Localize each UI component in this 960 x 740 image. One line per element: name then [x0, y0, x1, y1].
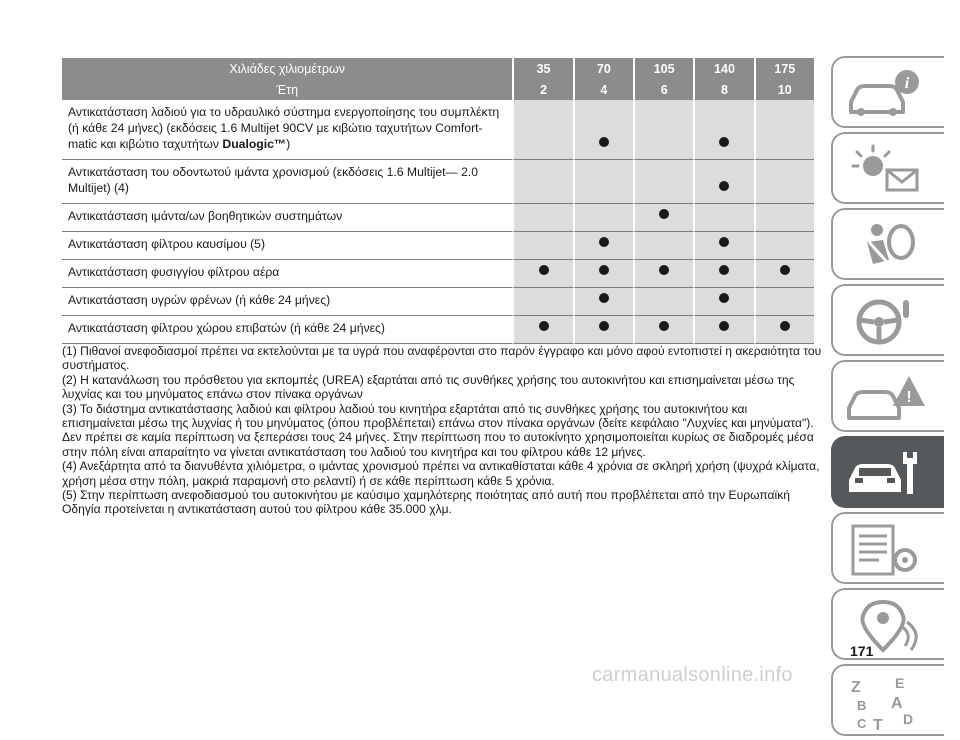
- interval-cell: [633, 204, 693, 232]
- tab-multimedia[interactable]: [831, 588, 944, 660]
- interval-cell: [512, 204, 572, 232]
- header-km-label: Χιλιάδες χιλιομέτρων: [62, 58, 512, 79]
- tab-servicing-and-maintenance[interactable]: [831, 436, 944, 508]
- header-km-value: 105: [633, 58, 693, 79]
- service-required-dot: [539, 321, 549, 331]
- interval-cell: [512, 100, 572, 160]
- tab-safety[interactable]: [831, 208, 944, 280]
- row-description: Αντικατάσταση φίλτρου χώρου επιβατών (ή κάθε 24 μήνες): [62, 316, 512, 344]
- row-description: Αντικατάσταση ιμάντα/ων βοηθητικών συστημάτων: [62, 204, 512, 232]
- service-required-dot: [659, 321, 669, 331]
- row-description: Αντικατάσταση φυσιγγίου φίλτρου αέρα: [62, 260, 512, 288]
- interval-cell: [512, 288, 572, 316]
- svg-text:T: T: [873, 717, 883, 732]
- svg-text:B: B: [857, 698, 867, 713]
- header-years-value: 8: [693, 79, 753, 100]
- service-required-dot: [599, 237, 609, 247]
- footnote: (5) Στην περίπτωση ανεφοδιασμού του αυτοκινήτου με καύσιμο χαμηλότερης ποιότητας από αυτή που προβλέπεται από την Ευρωπαϊκή Οδηγία προτείνεται η αντικατάσταση αυτού του φίλτρου κάθε 35.000 χλμ.: [62, 488, 791, 517]
- header-km-value: 175: [754, 58, 814, 79]
- service-required-dot: [599, 137, 609, 147]
- interval-cell: [754, 160, 814, 204]
- chapter-tabs-sidebar: [831, 56, 944, 740]
- row-description: Αντικατάσταση υγρών φρένων (ή κάθε 24 μήνες): [62, 288, 512, 316]
- car-warning-icon: [843, 368, 933, 428]
- header-km-value: 35: [512, 58, 572, 79]
- service-required-dot: [659, 209, 669, 219]
- interval-cell: [512, 232, 572, 260]
- interval-cell: [693, 160, 753, 204]
- interval-cell: [573, 232, 633, 260]
- footnotes: [62, 344, 822, 517]
- header-km-value: 70: [573, 58, 633, 79]
- interval-cell: [573, 160, 633, 204]
- table-header-km: [62, 58, 814, 79]
- interval-cell: [633, 232, 693, 260]
- service-required-dot: [719, 293, 729, 303]
- maintenance-table: [62, 58, 814, 344]
- header-years-value: 2: [512, 79, 572, 100]
- svg-text:!: !: [906, 389, 912, 406]
- interval-cell: [633, 316, 693, 344]
- interval-cell: [573, 288, 633, 316]
- interval-cell: [573, 100, 633, 160]
- watermark: carmanualsonline.info: [592, 664, 793, 686]
- header-years-value: 4: [573, 79, 633, 100]
- row-description: Αντικατάσταση φίλτρου καυσίμου (5): [62, 232, 512, 260]
- interval-cell: [693, 288, 753, 316]
- header-years-value: 6: [633, 79, 693, 100]
- service-required-dot: [719, 265, 729, 275]
- interval-cell: [573, 204, 633, 232]
- interval-cell: [633, 100, 693, 160]
- airbag-safety-icon: [843, 216, 933, 276]
- tab-knowing-your-car[interactable]: [831, 56, 944, 128]
- service-required-dot: [719, 237, 729, 247]
- interval-cell: [754, 260, 814, 288]
- interval-cell: [693, 204, 753, 232]
- interval-cell: [512, 160, 572, 204]
- service-required-dot: [719, 137, 729, 147]
- service-required-dot: [780, 265, 790, 275]
- row-description: Αντικατάσταση λαδιού για το υδραυλικό σύστημα ενεργοποίησης του συμπλέκτη (ή κάθε 24 μήνες) (εκδόσεις 1.6 Multijet 90CV με κιβώτιο ταχυτήτων Comfort-matic και κιβώτιο ταχυτήτων Dualogic™): [62, 100, 512, 160]
- interval-cell: [512, 260, 572, 288]
- service-required-dot: [599, 321, 609, 331]
- tab-technical-specifications[interactable]: [831, 512, 944, 584]
- svg-text:D: D: [903, 711, 914, 727]
- tab-index[interactable]: [831, 664, 944, 736]
- svg-text:A: A: [891, 695, 903, 712]
- interval-cell: [754, 316, 814, 344]
- svg-text:E: E: [895, 675, 905, 691]
- steering-key-icon: [843, 292, 933, 352]
- table-row: [62, 100, 814, 160]
- table-header-years: [62, 79, 814, 100]
- car-info-icon: [843, 64, 933, 124]
- interval-cell: [754, 204, 814, 232]
- service-required-dot: [780, 321, 790, 331]
- interval-cell: [754, 232, 814, 260]
- table-row: [62, 204, 814, 232]
- table-row: [62, 316, 814, 344]
- table-row: [62, 160, 814, 204]
- tab-warning-lights[interactable]: [831, 132, 944, 204]
- service-required-dot: [719, 321, 729, 331]
- interval-cell: [693, 100, 753, 160]
- service-required-dot: [659, 265, 669, 275]
- interval-cell: [754, 100, 814, 160]
- row-description: Αντικατάσταση του οδοντωτού ιμάντα χρονισμού (εκδόσεις 1.6 Multijet— 2.0 Multijet) (4): [62, 160, 512, 204]
- tab-starting-driving[interactable]: [831, 284, 944, 356]
- specifications-list-icon: [843, 520, 933, 580]
- service-required-dot: [539, 265, 549, 275]
- tab-in-an-emergency[interactable]: [831, 360, 944, 432]
- footnote: (4) Ανεξάρτητα από τα διανυθέντα χιλιόμετρα, ο ιμάντας χρονισμού πρέπει να αντικαθίσταται κάθε 4 χρόνια σε σκληρή χρήση (ψυχρά κλίματα, χρήση μέσα στην πόλη, μακριά παραμονή στο ρελαντί) ή σε κάθε περίπτωση κάθε 5 χρόνια.: [62, 459, 820, 488]
- interval-cell: [573, 260, 633, 288]
- interval-cell: [693, 316, 753, 344]
- footnote: (3) Το διάστημα αντικατάστασης λαδιού και φίλτρου λαδιού του κινητήρα εξαρτάται από τις συνθήκες χρήσης του αυτοκινήτου και επισημαίνεται μέσω της λυχνίας ή του μηνύματος (όπου προβλέπεται) επάνω στον πίνακα οργάνων (δείτε κεφάλαιο "Λυχνίες και μηνύματα"). Δεν πρέπει σε καμία περίπτωση να ξεπεράσει τους 24 μήνες. Στην περίπτωση που το αυτοκίνητο χρησιμοποιείται κυρίως σε διαδρομές μέσα στην πόλη είναι απαραίτητο να γίνεται αντικατάσταση του λαδιού του κινητήρα και του φίλτρου κάθε 12 μήνες.: [62, 401, 814, 459]
- interval-cell: [754, 288, 814, 316]
- car-maintenance-icon: [843, 444, 933, 504]
- page-number: 171: [850, 643, 874, 659]
- svg-text:C: C: [857, 716, 867, 731]
- table-row: [62, 260, 814, 288]
- interval-cell: [633, 288, 693, 316]
- service-required-dot: [599, 265, 609, 275]
- interval-cell: [633, 160, 693, 204]
- svg-text:i: i: [904, 75, 910, 92]
- header-km-value: 140: [693, 58, 753, 79]
- header-years-label: Έτη: [62, 79, 512, 100]
- footnote: (1) Πιθανοί ανεφοδιασμοί πρέπει να εκτελούνται με τα υγρά που αναφέρονται στο παρόν έγγραφο και μόνο αφού εντοπιστεί η ακεραιότητα του συστήματος.: [62, 344, 822, 373]
- interval-cell: [693, 232, 753, 260]
- header-years-value: 10: [754, 79, 814, 100]
- service-required-dot: [719, 181, 729, 191]
- service-required-dot: [599, 293, 609, 303]
- interval-cell: [693, 260, 753, 288]
- interval-cell: [633, 260, 693, 288]
- alphabetical-index-icon: [843, 672, 933, 732]
- table-row: [62, 288, 814, 316]
- interval-cell: [512, 316, 572, 344]
- interval-cell: [573, 316, 633, 344]
- svg-text:Z: Z: [851, 679, 861, 696]
- table-row: [62, 232, 814, 260]
- warning-lights-messages-icon: [843, 140, 933, 200]
- footnote: (2) Η κατανάλωση του πρόσθετου για εκπομπές (UREA) εξαρτάται από τις συνθήκες χρήσης του αυτοκινήτου και επισημαίνεται μέσω της λυχνίας και του μηνύματος επάνω στον πίνακα οργάνων: [62, 372, 795, 402]
